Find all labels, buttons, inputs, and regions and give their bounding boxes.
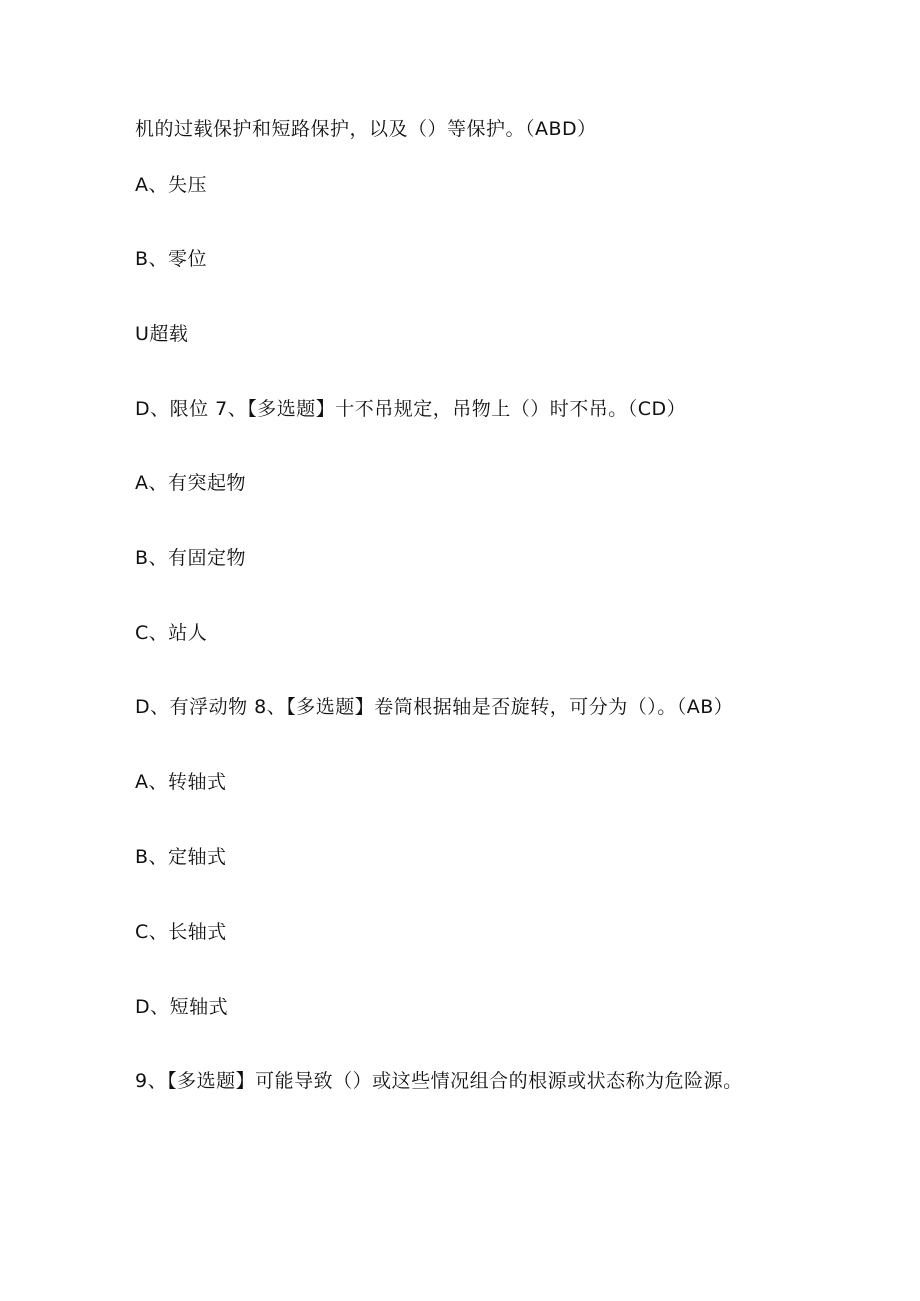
question-7-option-a: A、有突起物: [135, 472, 246, 494]
question-6-stem-continuation: 机的过载保护和短路保护，以及（）等保护。（ABD）: [135, 118, 597, 140]
question-6-option-d-and-question-7-stem: D、限位 7、【多选题】十不吊规定，吊物上（）时不吊。（CD）: [135, 398, 687, 420]
question-9-stem: 9、【多选题】可能导致（）或这些情况组合的根源或状态称为危险源。: [135, 1070, 743, 1092]
question-6-option-b: B、零位: [135, 248, 208, 270]
question-8-option-b: B、定轴式: [135, 846, 227, 868]
question-6-option-c: U超载: [135, 323, 189, 345]
question-7-option-b: B、有固定物: [135, 547, 247, 569]
question-7-option-c: C、站人: [135, 622, 208, 644]
question-8-option-c: C、长轴式: [135, 921, 227, 943]
question-8-option-d: D、短轴式: [135, 996, 229, 1018]
question-6-option-a: A、失压: [135, 174, 207, 196]
question-8-option-a: A、转轴式: [135, 771, 227, 793]
question-7-option-d-and-question-8-stem: D、有浮动物 8、【多选题】卷筒根据轴是否旋转，可分为（）。（AB）: [135, 696, 734, 718]
